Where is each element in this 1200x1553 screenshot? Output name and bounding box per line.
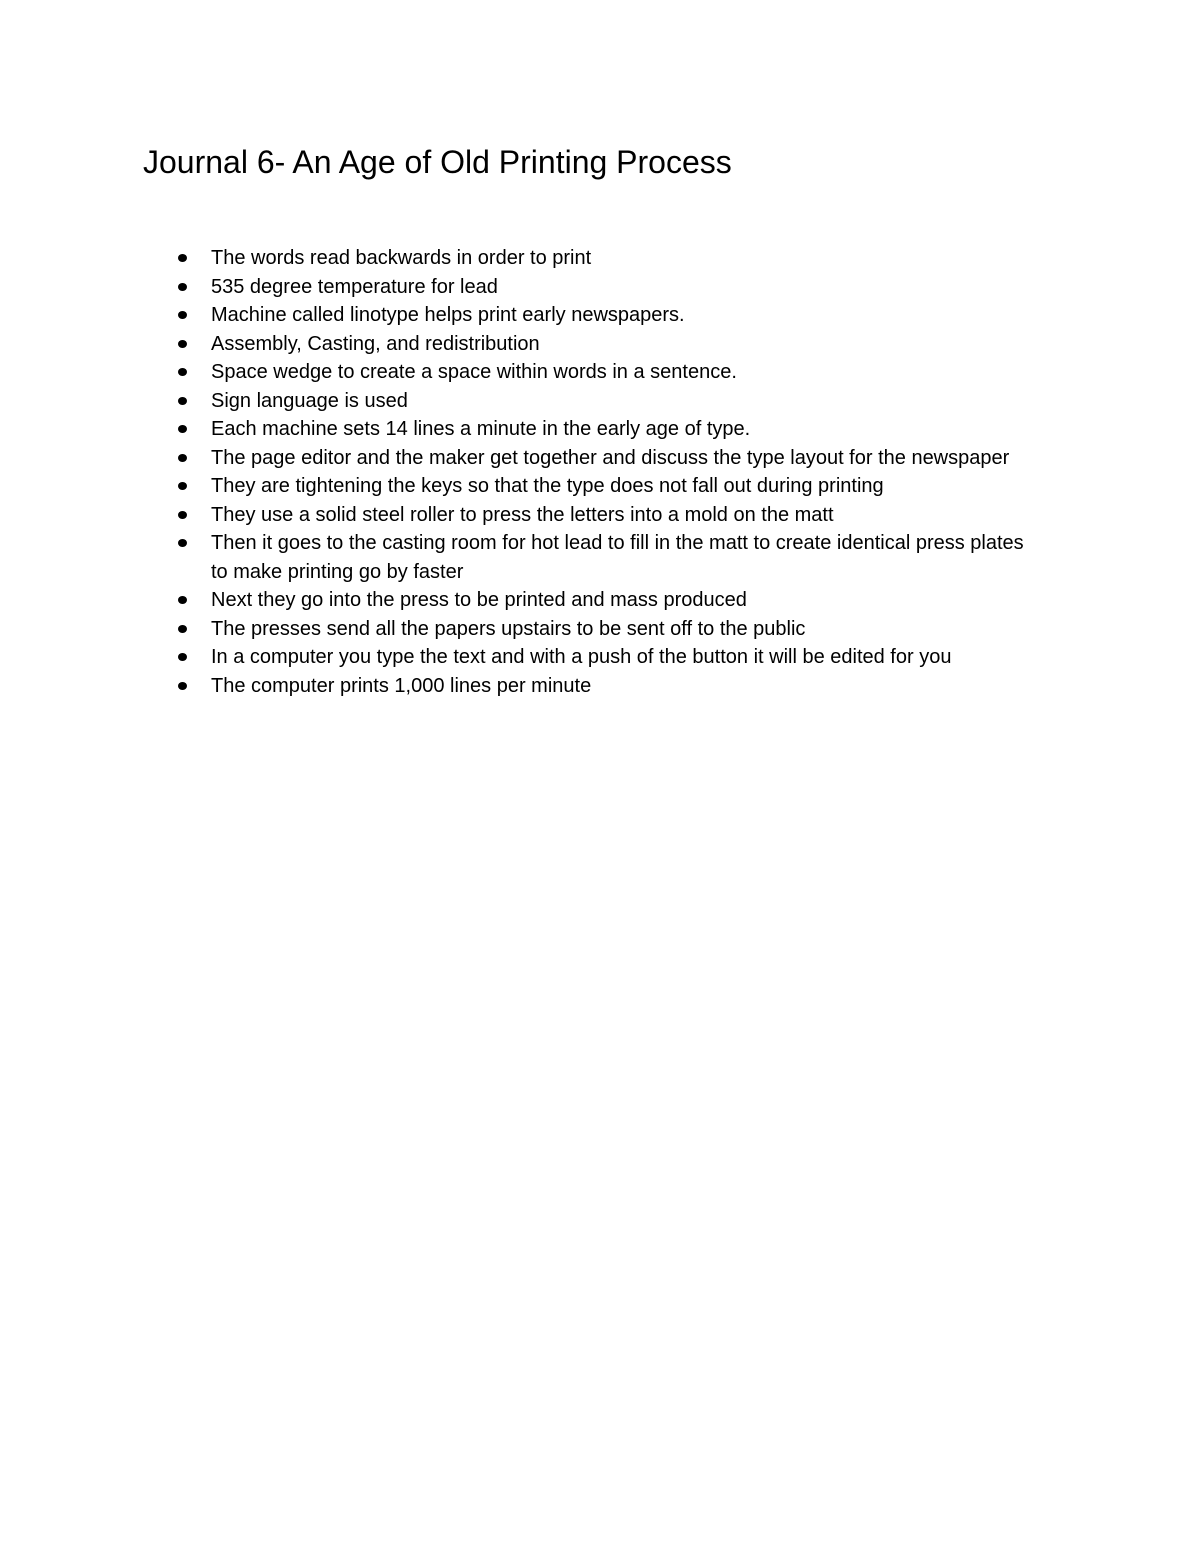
list-item-text: The presses send all the papers upstairs to be sent off to the public <box>211 617 806 640</box>
list-item <box>0 672 1041 701</box>
bullet-icon <box>178 311 187 319</box>
list-item <box>0 444 1041 473</box>
list-item-text: The computer prints 1,000 lines per minute <box>211 674 592 697</box>
bullet-icon <box>178 539 187 547</box>
document-title: Journal 6- An Age of Old Printing Process <box>143 144 732 180</box>
list-item-text: Each machine sets 14 lines a minute in the early age of type. <box>211 418 751 440</box>
list-item <box>0 586 1041 615</box>
list-item <box>0 273 1041 302</box>
list-item-text: Assembly, Casting, and redistribution <box>211 332 540 355</box>
bullet-icon <box>178 625 187 633</box>
bullet-list <box>0 244 1200 700</box>
list-item-text: The page editor and the maker get together and discuss the type layout for the newspaper <box>211 446 1010 469</box>
list-item-text: Then it goes to the casting room for hot lead to fill in the matt to create identical press plates to make printing go by faster <box>211 532 1024 583</box>
bullet-icon <box>178 596 187 604</box>
bullet-icon <box>178 340 187 348</box>
list-item-text: 535 degree temperature for lead <box>211 275 498 298</box>
bullet-icon <box>178 425 187 433</box>
list-item-text: They use a solid steel roller to press the letters into a mold on the matt <box>211 503 834 526</box>
list-item-text: In a computer you type the text and with a push of the button it will be edited for you <box>211 646 952 668</box>
list-item <box>0 330 1041 359</box>
list-item <box>0 472 1041 501</box>
list-item-text: Space wedge to create a space within words in a sentence. <box>211 361 737 383</box>
bullet-icon <box>178 482 187 490</box>
bullet-icon <box>178 653 187 661</box>
bullet-icon <box>178 283 187 291</box>
list-item <box>0 501 1041 530</box>
bullet-icon <box>178 368 187 376</box>
list-item <box>0 643 1041 672</box>
list-item <box>0 387 1041 416</box>
list-item-text: Machine called linotype helps print early newspapers. <box>211 304 685 326</box>
list-item-text: The words read backwards in order to print <box>211 247 592 269</box>
list-item <box>0 244 1041 273</box>
list-item-text: Sign language is used <box>211 389 408 412</box>
bullet-icon <box>178 254 187 262</box>
list-item <box>0 301 1041 330</box>
bullet-icon <box>178 397 187 405</box>
list-item <box>0 415 1041 444</box>
list-item-text: Next they go into the press to be printed and mass produced <box>211 589 747 611</box>
list-item-text: They are tightening the keys so that the type does not fall out during printing <box>211 475 884 497</box>
bullet-icon <box>178 454 187 462</box>
bullet-icon <box>178 682 187 690</box>
list-item <box>0 615 1041 644</box>
list-item <box>0 358 1041 387</box>
bullet-icon <box>178 511 187 519</box>
list-item <box>0 529 1041 586</box>
